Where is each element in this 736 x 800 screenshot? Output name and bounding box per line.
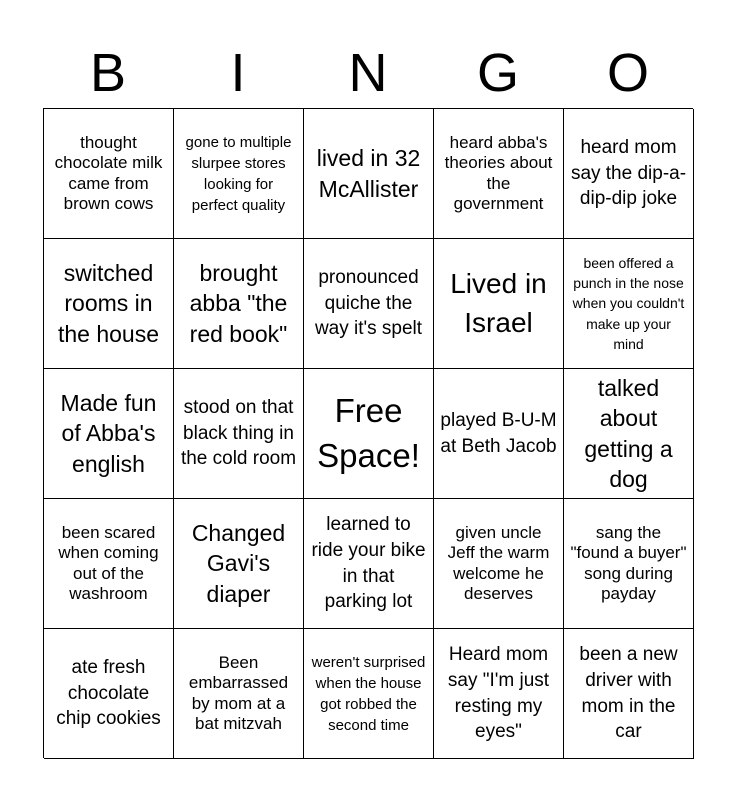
bingo-cell[interactable]: [434, 629, 564, 759]
header-letter-n: N: [348, 43, 388, 103]
bingo-cell[interactable]: [564, 239, 694, 369]
header-letter-o: O: [606, 43, 649, 103]
bingo-cell[interactable]: [174, 239, 304, 369]
bingo-cell[interactable]: [564, 109, 694, 239]
header-letter-i: I: [230, 43, 246, 103]
header-letter-g: G: [476, 43, 519, 103]
cell-text: thought chocolate milk came from brown cows: [54, 132, 163, 213]
bingo-header: [43, 38, 693, 108]
cell-text: Lived in Israel: [450, 267, 547, 338]
cell-text: talked about getting a dog: [584, 374, 673, 492]
bingo-card: [43, 108, 693, 758]
cell-text: switched rooms in the house: [57, 259, 160, 347]
bingo-cell[interactable]: [434, 109, 564, 239]
bingo-cell[interactable]: [434, 499, 564, 629]
free-space-text: Free Space!: [317, 391, 420, 474]
cell-text: been offered a punch in the nose when you couldn't make up your mind: [572, 254, 685, 352]
bingo-cell[interactable]: [174, 109, 304, 239]
bingo-cell[interactable]: [304, 499, 434, 629]
bingo-cell[interactable]: [44, 499, 174, 629]
bingo-cell[interactable]: [304, 629, 434, 759]
cell-text: Heard mom say "I'm just resting my eyes": [447, 644, 550, 743]
bingo-cell[interactable]: [174, 499, 304, 629]
cell-text: heard abba's theories about the government: [444, 132, 553, 213]
cell-text: sang the "found a buyer" song during payday: [570, 522, 687, 603]
cell-text: played B-U-M at Beth Jacob: [440, 409, 557, 457]
cell-text: ate fresh chocolate chip cookies: [56, 657, 161, 730]
bingo-cell[interactable]: [564, 369, 694, 499]
cell-text: Changed Gavi's diaper: [191, 519, 286, 607]
bingo-cell[interactable]: [434, 369, 564, 499]
cell-text: been scared when coming out of the washroom: [58, 522, 159, 603]
cell-text: Made fun of Abba's english: [60, 389, 157, 477]
cell-text: Been embarrassed by mom at a bat mitzvah: [188, 652, 289, 733]
bingo-cell[interactable]: [44, 369, 174, 499]
cell-text: given uncle Jeff the warm welcome he deserves: [447, 522, 550, 603]
bingo-cell[interactable]: [304, 239, 434, 369]
bingo-cell[interactable]: [564, 629, 694, 759]
bingo-cell[interactable]: [44, 109, 174, 239]
cell-text: gone to multiple slurpee stores looking for perfect quality: [185, 133, 292, 214]
cell-text: learned to ride your bike in that parking lot: [311, 514, 426, 613]
free-space-cell[interactable]: [304, 369, 434, 499]
header-letter-b: B: [89, 43, 127, 103]
cell-text: been a new driver with mom in the car: [579, 644, 678, 743]
bingo-cell[interactable]: [564, 499, 694, 629]
cell-text: heard mom say the dip-a-dip-dip joke: [570, 137, 687, 210]
cell-text: lived in 32 McAllister: [316, 145, 421, 202]
cell-text: brought abba "the red book": [189, 259, 288, 347]
cell-text: weren't surprised when the house got robbed the second time: [311, 653, 426, 734]
cell-text: stood on that black thing in the cold room: [180, 397, 297, 470]
bingo-cell[interactable]: [174, 629, 304, 759]
bingo-cell[interactable]: [44, 239, 174, 369]
bingo-cell[interactable]: [174, 369, 304, 499]
cell-text: pronounced quiche the way it's spelt: [314, 267, 423, 340]
bingo-cell[interactable]: [434, 239, 564, 369]
bingo-cell[interactable]: [304, 109, 434, 239]
bingo-cell[interactable]: [44, 629, 174, 759]
